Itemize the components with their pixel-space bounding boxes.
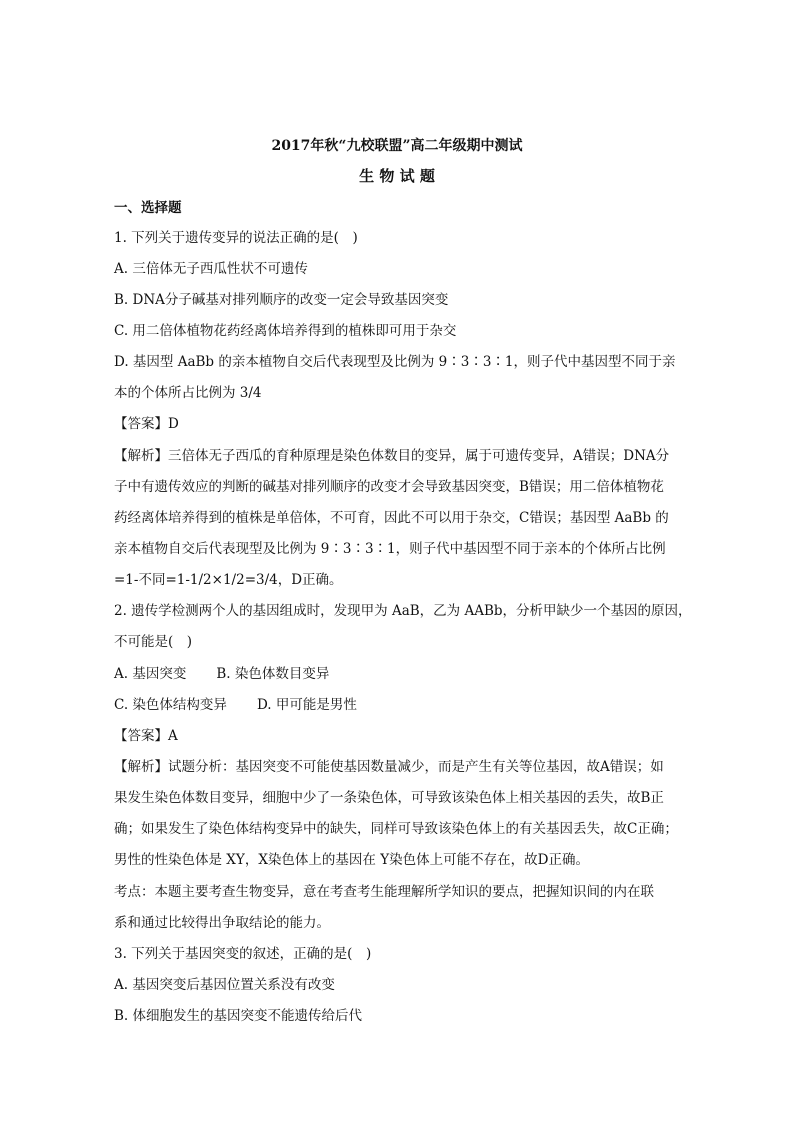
q2-option-d: D. 甲可能是男性 [256,697,357,713]
q2-options-row1 [114,665,684,683]
q1-stem: 1. 下列关于遗传变异的说法正确的是( ) [114,230,358,246]
section-heading: 一、选择题 [114,200,182,216]
q1-explanation-line3: 药经离体培养得到的植株是单倍体，不可育，因此不可以用于杂交，C错误；基因型 AaBb 的 [114,510,669,526]
q2-point-line1: 考点：本题主要考查生物变异，意在考查考生能理解所学知识的要点，把握知识间的内在联 [114,884,654,900]
q1-option-d-line1: D. 基因型 AaBb 的亲本植物自交后代表现型及比例为 9∶3∶3∶1，则子代中基因型不同于亲 [114,354,676,370]
page-subtitle: 生 物 试 题 [359,167,435,185]
q1-option-d-line2: 本的个体所占比例为 3/4 [114,385,262,401]
q2-option-b: B. 染色体数目变异 [216,666,330,682]
q1-option-c: C. 用二倍体植物花药经离体培养得到的植株即可用于杂交 [114,323,457,339]
q2-option-c: C. 染色体结构变异 [114,697,227,713]
q2-stem-line1: 2. 遗传学检测两个人的基因组成时，发现甲为 AaB，乙为 AABb，分析甲缺少一个基因的原因， [114,603,692,619]
q3-option-a: A. 基因突变后基因位置关系没有改变 [114,977,335,993]
q3-option-b: B. 体细胞发生的基因突变不能遗传给后代 [114,1008,363,1024]
q2-options-row2 [114,696,684,714]
q2-explanation-line3: 确；如果发生了染色体结构变异中的缺失，同样可导致该染色体上的有关基因丢失，故C正确； [114,821,678,837]
q2-option-a: A. 基因突变 [114,666,187,682]
q1-option-a: A. 三倍体无子西瓜性状不可遗传 [114,261,308,277]
q2-answer: 【答案】A [114,728,178,744]
q2-explanation-line4: 男性的性染色体是 XY，X染色体上的基因在 Y染色体上可能不存在，故D正确。 [114,852,589,868]
q3-stem: 3. 下列关于基因突变的叙述，正确的是( ) [114,946,372,962]
q2-stem-line2: 不可能是( ) [114,634,193,650]
q2-explanation-line2: 果发生染色体数目变异，细胞中少了一条染色体，可导致该染色体上相关基因的丢失，故B正 [114,790,664,806]
q1-explanation-line5: =1-不同=1-1/2×1/2=3/4，D正确。 [114,572,343,588]
page-title: 2017年秋“九校联盟”高二年级期中测试 [271,138,523,154]
q1-explanation-line4: 亲本植物自交后代表现型及比例为 9∶3∶3∶1，则子代中基因型不同于亲本的个体所占比例 [114,541,666,557]
q1-answer: 【答案】D [114,416,179,432]
q1-option-b: B. DNA分子碱基对排列顺序的改变一定会导致基因突变 [114,292,449,308]
q1-explanation-line1: 【解析】三倍体无子西瓜的育种原理是染色体数目的变异，属于可遗传变异，A错误；DNA分 [114,448,670,464]
q2-point-line2: 系和通过比较得出争取结论的能力。 [114,915,330,931]
q2-explanation-line1: 【解析】试题分析：基因突变不可能使基因数量减少，而是产生有关等位基因，故A错误；如 [114,759,664,775]
q1-explanation-line2: 子中有遗传效应的判断的碱基对排列顺序的改变才会导致基因突变，B错误；用二倍体植物花 [114,479,664,495]
